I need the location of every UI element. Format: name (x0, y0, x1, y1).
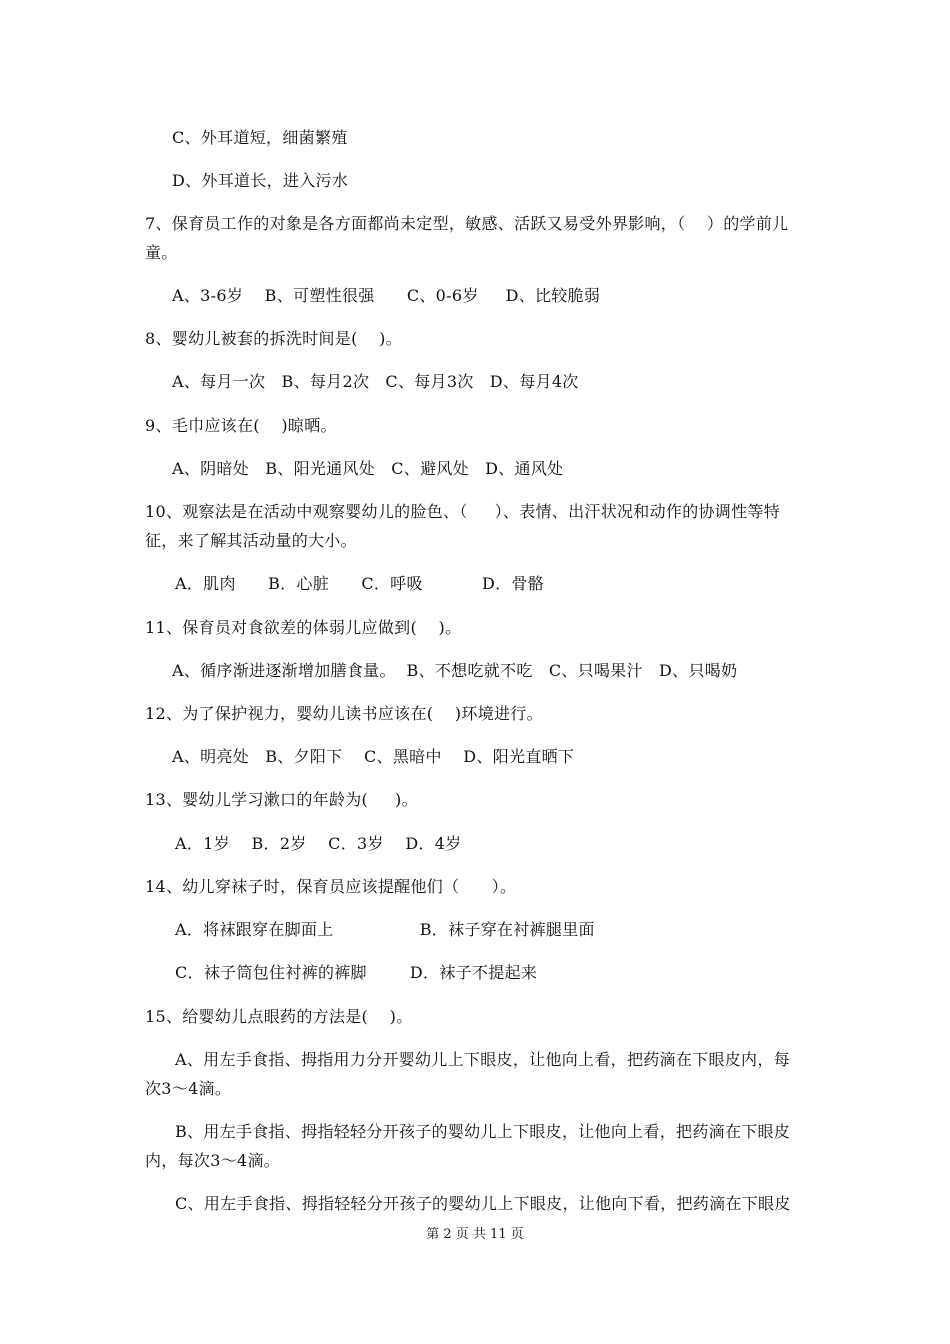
q11-stem: 11、保育员对食欲差的体弱儿应做到( )。 (145, 618, 462, 637)
q11-options: A、循序渐进逐渐增加膳食量。 B、不想吃就不吃 C、只喝果汁 D、只喝奶 (172, 661, 738, 680)
q6-option-d: D、外耳道长，进入污水 (172, 171, 349, 190)
q8-options: A、每月一次 B、每月2次 C、每月3次 D、每月4次 (172, 372, 579, 391)
q10-options: A．肌肉 B．心脏 C．呼吸 D．骨骼 (175, 574, 545, 593)
q14-options-line-1: A．将袜跟穿在脚面上 B．袜子穿在衬裤腿里面 (175, 920, 595, 939)
q15-option-b-line-2: 内，每次3～4滴。 (145, 1151, 281, 1170)
q15-option-b-line-1: B、用左手食指、拇指轻轻分开孩子的婴幼儿上下眼皮，让他向上看，把药滴在下眼皮 (175, 1122, 791, 1141)
q12-options: A、明亮处 B、夕阳下 C、黑暗中 D、阳光直晒下 (172, 747, 575, 766)
q10-stem-line-2: 征，来了解其活动量的大小。 (145, 531, 357, 550)
q15-option-a-line-1: A、用左手食指、拇指用力分开婴幼儿上下眼皮，让他向上看，把药滴在下眼皮内，每 (175, 1050, 790, 1069)
q14-stem: 14、幼儿穿袜子时，保育员应该提醒他们（ ）。 (145, 877, 517, 896)
q15-option-c-line-1: C、用左手食指、拇指轻轻分开孩子的婴幼儿上下眼皮，让他向下看，把药滴在下眼皮 (175, 1194, 791, 1213)
q13-options: A．1岁 B．2岁 C．3岁 D．4岁 (175, 834, 462, 853)
q7-stem-line-1: 7、保育员工作的对象是各方面都尚未定型，敏感、活跃又易受外界影响，（ ）的学前儿 (145, 214, 789, 233)
q9-options: A、阴暗处 B、阳光通风处 C、避风处 D、通风处 (172, 459, 564, 478)
q15-option-a-line-2: 次3～4滴。 (145, 1079, 232, 1098)
q14-options-line-2: C．袜子筒包住衬裤的裤脚 D．袜子不提起来 (175, 963, 538, 982)
q9-stem: 9、毛巾应该在( )晾晒。 (145, 416, 337, 435)
q6-option-c: C、外耳道短，细菌繁殖 (172, 128, 348, 147)
q7-stem-line-2: 童。 (145, 243, 178, 262)
q15-stem: 15、给婴幼儿点眼药的方法是( )。 (145, 1007, 413, 1026)
page-footer: 第 2 页 共 11 页 (426, 1227, 524, 1242)
q7-options: A、3-6岁 B、可塑性很强 C、0-6岁 D、比较脆弱 (172, 286, 601, 305)
q12-stem: 12、为了保护视力，婴幼儿读书应该在( )环境进行。 (145, 704, 543, 723)
q8-stem: 8、婴幼儿被套的拆洗时间是( )。 (145, 329, 403, 348)
q10-stem-line-1: 10、观察法是在活动中观察婴幼儿的脸色、（ ）、表情、出汗状况和动作的协调性等特 (145, 502, 780, 521)
q13-stem: 13、婴幼儿学习漱口的年龄为( )。 (145, 790, 418, 809)
